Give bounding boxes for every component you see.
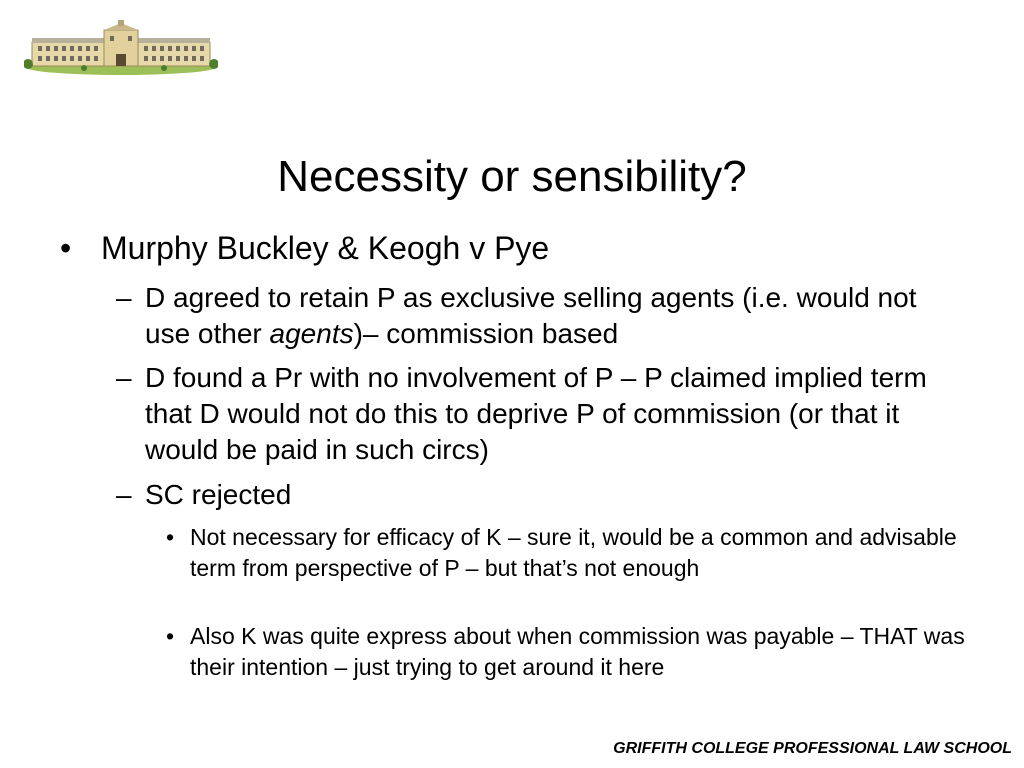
bullet-text: Murphy Buckley & Keogh v Pye (101, 230, 550, 266)
sub-bullet-text: SC rejected (145, 479, 292, 510)
footer-school-name: GRIFFITH COLLEGE PROFESSIONAL LAW SCHOOL (613, 740, 1012, 757)
dash-marker: – (116, 479, 132, 510)
sub-bullet-text: D found a Pr with no involvement of P – P claimed implied term that D would not do this to deprive P of commission (or that it would be paid in such circs) (145, 362, 927, 465)
sub-bullet-text-part: D agreed to retain P as exclusive selling agents (i.e. would not use other (145, 282, 917, 349)
sub-bullet-text (145, 280, 965, 352)
sub-bullet-text-part: )– commission based (353, 318, 619, 349)
bullet-marker: • (166, 524, 175, 550)
emphasis-text: agents (269, 318, 354, 349)
bullet-marker: • (166, 623, 175, 649)
slide-title: Necessity or sensibility? (277, 152, 747, 201)
dash-marker: – (116, 362, 132, 393)
sub-sub-bullet-text: Not necessary for efficacy of K – sure it, would be a common and advisable term from perspective of P – but that’s not enough (190, 524, 957, 581)
sub-sub-bullet-text: Also K was quite express about when commission was payable – THAT was their intention – just trying to get around it here (190, 623, 965, 680)
dash-marker: – (116, 282, 132, 313)
bullet-marker: • (60, 230, 72, 266)
